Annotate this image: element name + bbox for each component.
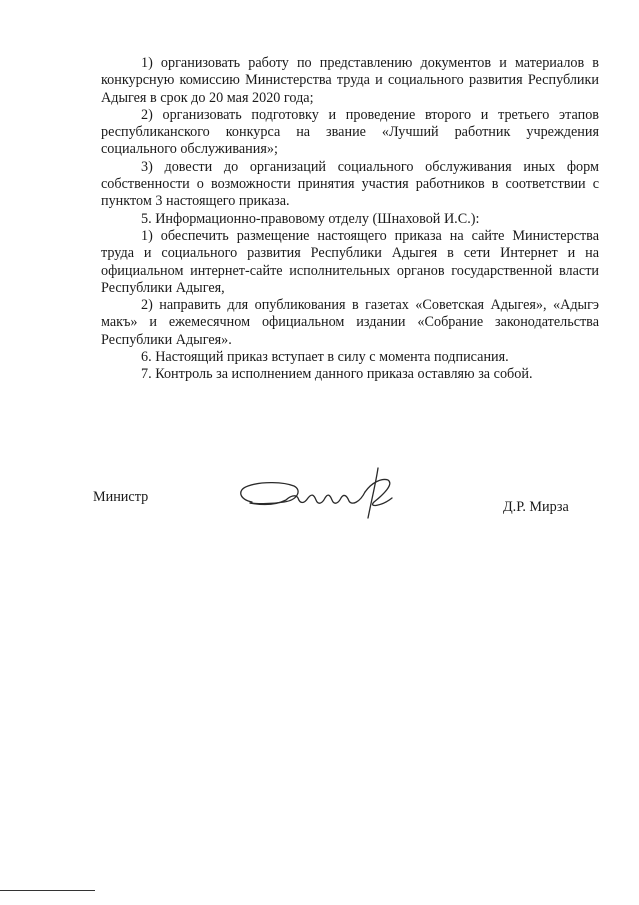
paragraph-3: 3) довести до организаций социального обслуживания иных форм собственности о возможности принятия участия работников в соответствии с пунктом 3 настоящего приказа. [101, 158, 599, 210]
paragraph-2: 2) организовать подготовку и проведение второго и третьего этапов республиканского конкурса на звание «Лучший работник учреждения социального обслуживания»; [101, 106, 599, 158]
paragraph-7: 6. Настоящий приказ вступает в силу с момента подписания. [141, 349, 509, 366]
footnote-divider [0, 890, 95, 891]
signature-block [0, 460, 639, 540]
signatory-name: Д.Р. Мирза [503, 499, 569, 515]
paragraph-4: 5. Информационно-правовому отделу (Шнаховой И.С.): [141, 210, 480, 227]
handwritten-signature [232, 460, 412, 530]
document-body [101, 55, 599, 384]
paragraph-5: 1) обеспечить размещение настоящего приказа на сайте Министерства труда и социального развития Республики Адыгея в сети Интернет и на официальном интернет-сайте исполнительных органов государственной власти Республики Адыгея, [101, 227, 599, 296]
paragraph-6: 2) направить для опубликования в газетах «Советская Адыгея», «Адыгэ макъ» и ежемесячном официальном издании «Собрание законодательства Республики Адыгея». [101, 297, 599, 348]
paragraph-1: 1) организовать работу по представлению документов и материалов в конкурсную комиссию Министерства труда и социального развития Республики Адыгея в срок до 20 мая 2020 года; [101, 55, 599, 106]
signatory-role: Министр [93, 489, 149, 505]
paragraph-8: 7. Контроль за исполнением данного приказа оставляю за собой. [141, 366, 533, 383]
